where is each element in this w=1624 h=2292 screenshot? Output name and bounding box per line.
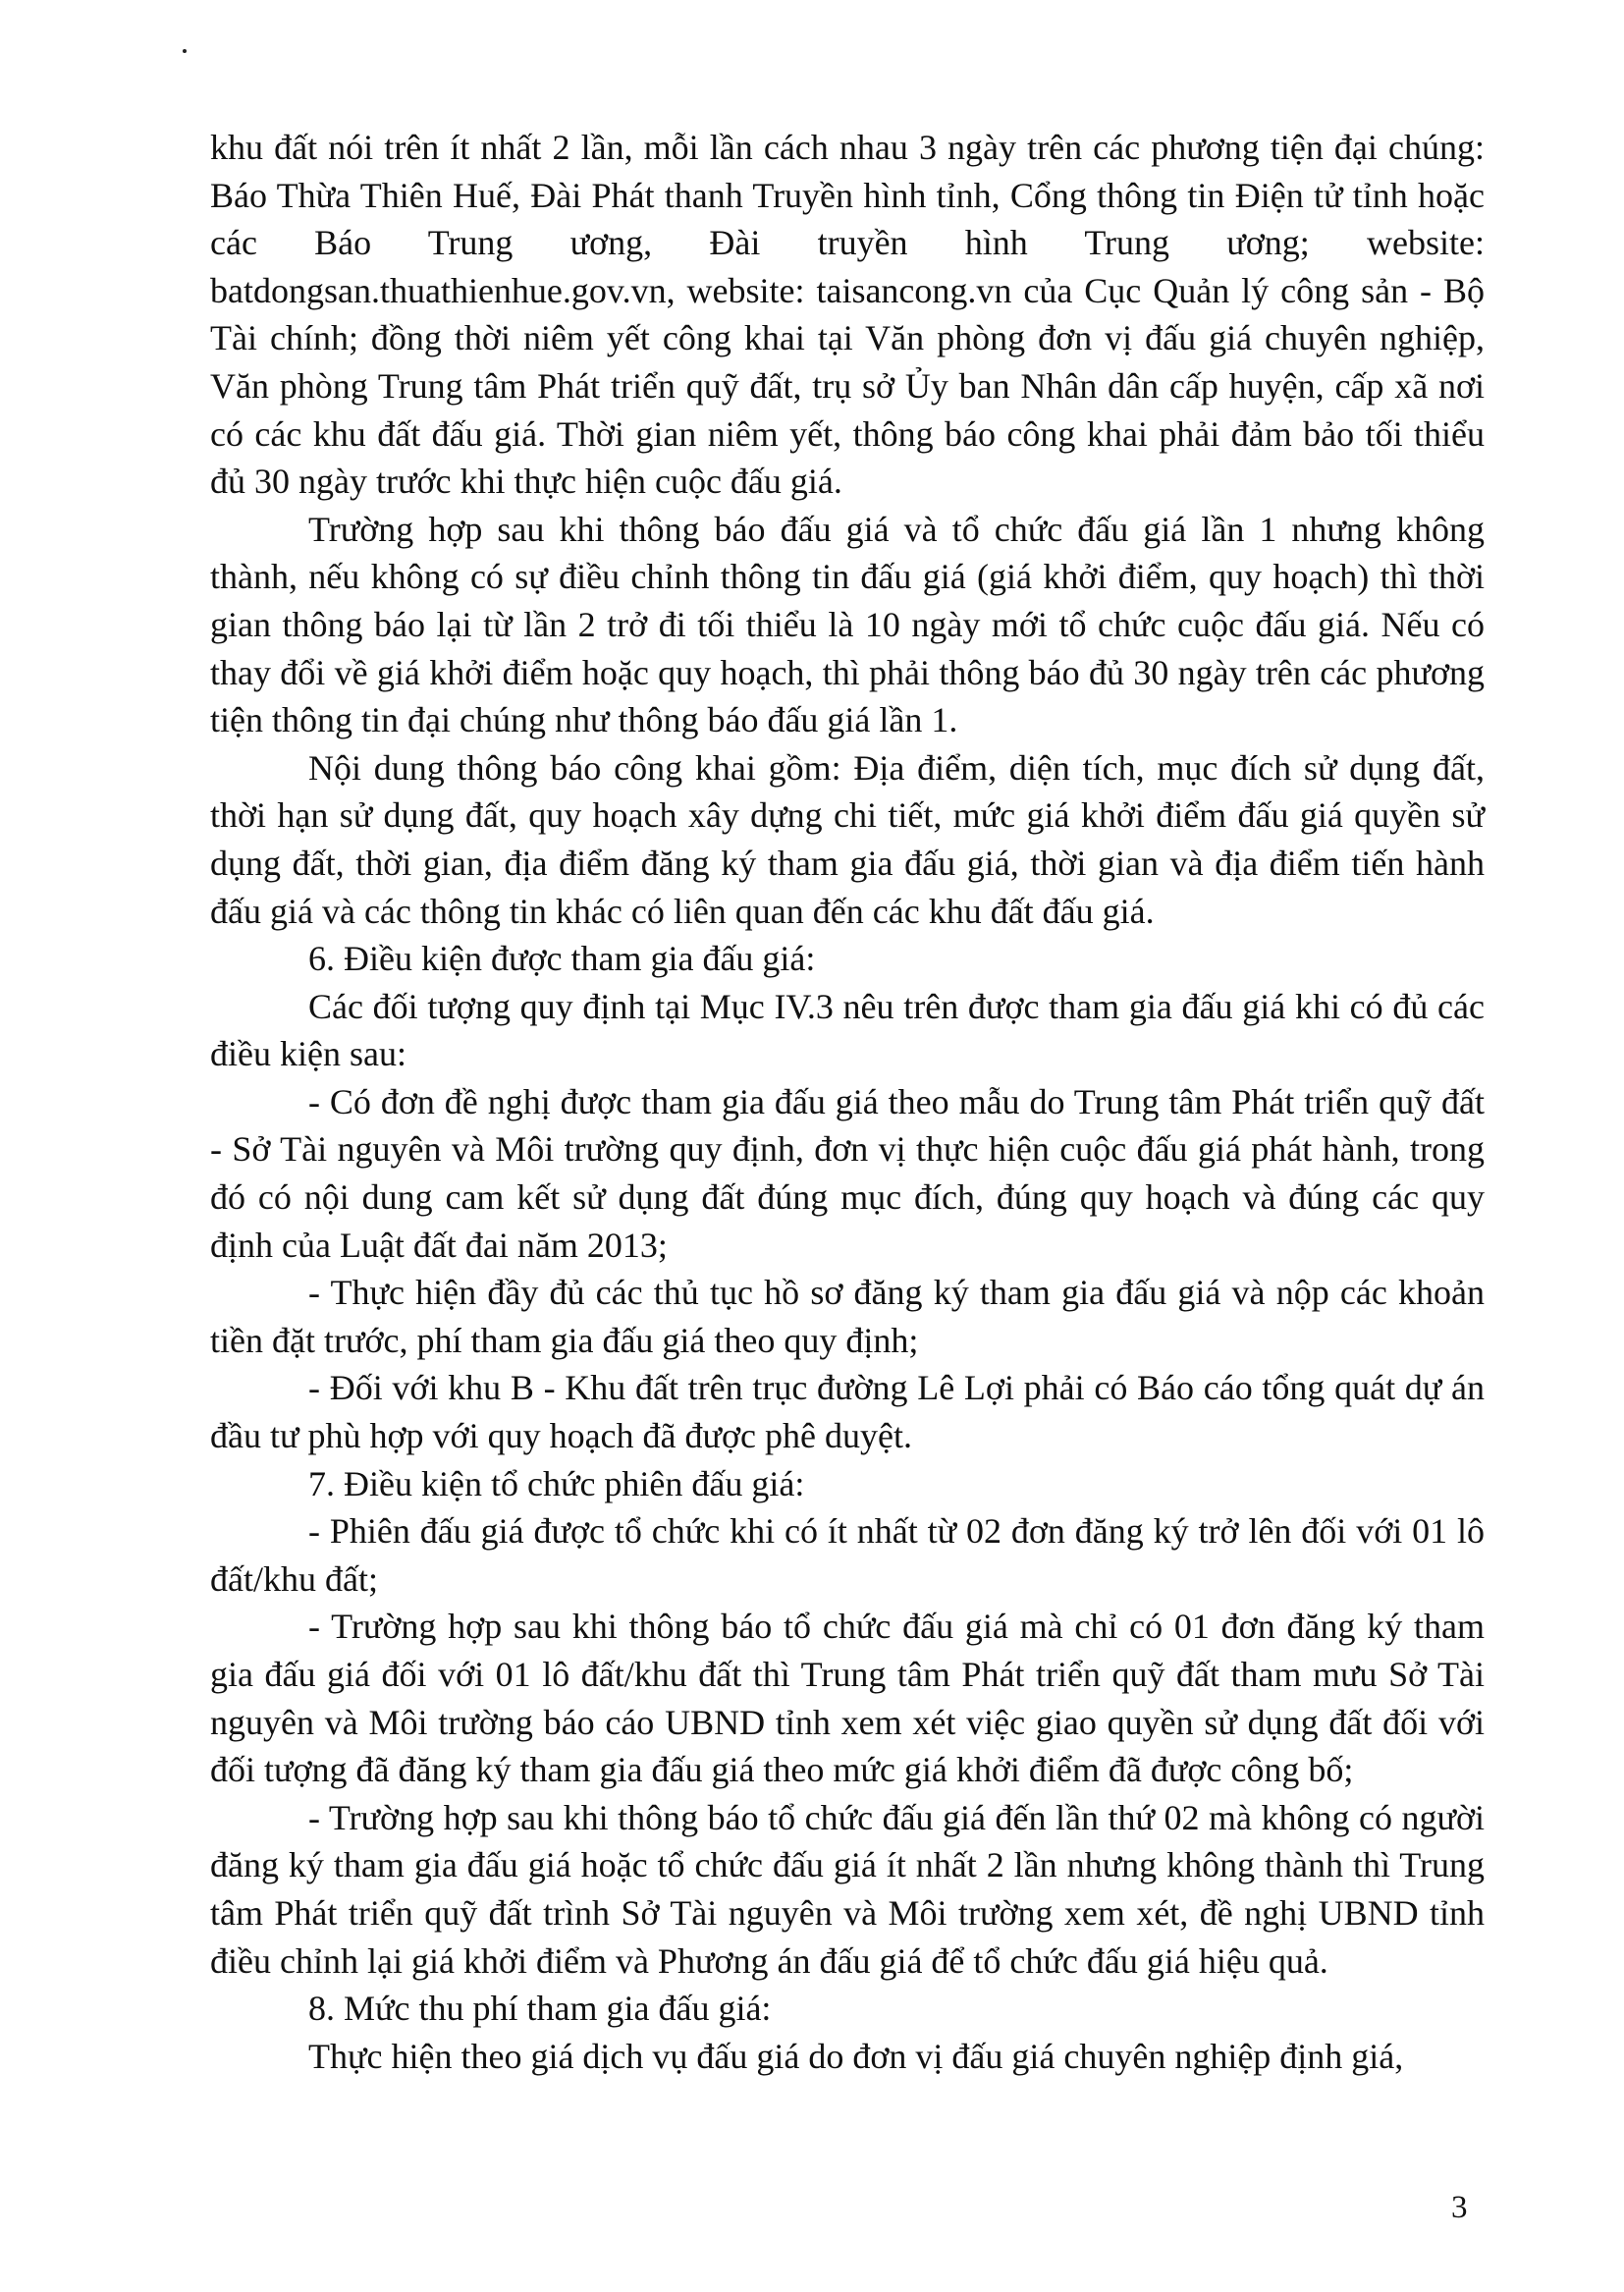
paragraph-fee: Thực hiện theo giá dịch vụ đấu giá do đơn vị đấu giá chuyên nghiệp định giá, [308,2036,1404,2076]
document-body [210,124,1485,2080]
scan-speck [183,49,187,53]
paragraph-announcement-content: Nội dung thông báo công khai gồm: Địa điểm, diện tích, mục đích sử dụng đất, thời hạn sử dụng đất, quy hoạch xây dựng chi tiết, mức giá khởi điểm đấu giá quyền sử dụng đất, thời gian, địa điểm đăng ký tham gia đấu giá, thời gian và địa điểm tiến hành đấu giá và các thông tin khác có liên quan đến các khu đất đấu giá. [210,747,1485,931]
list-item-failed-auction: - Trường hợp sau khi thông báo tổ chức đấu giá đến lần thứ 02 mà không có người đăng ký tham gia đấu giá hoặc tổ chức đấu giá ít nhất 2 lần nhưng không thành thì Trung tâm Phát triển quỹ đất trình Sở Tài nguyên và Môi trường xem xét, đề nghị UBND tỉnh điều chỉnh lại giá khởi điểm và Phương án đấu giá để tổ chức đấu giá hiệu quả. [210,1797,1485,1981]
list-item-application: - Có đơn đề nghị được tham gia đấu giá theo mẫu do Trung tâm Phát triển quỹ đất - Sở Tài nguyên và Môi trường quy định, đơn vị thực hiện cuộc đấu giá phát hành, trong đó có nội dung cam kết sử dụng đất đúng mục đích, đúng quy hoạch và đúng các quy định của Luật đất đai năm 2013; [210,1081,1485,1265]
list-item-area-b: - Đối với khu B - Khu đất trên trục đường Lê Lợi phải có Báo cáo tổng quát dự án đầu tư phù hợp với quy hoạch đã được phê duyệt. [210,1368,1485,1456]
paragraph-announcement-channels: khu đất nói trên ít nhất 2 lần, mỗi lần cách nhau 3 ngày trên các phương tiện đại chúng: Báo Thừa Thiên Huế, Đài Phát thanh Truyền hình tỉnh, Cổng thông tin Điện tử tỉnh hoặc các Báo Trung ương, Đài truyền hình Trung ương; website: batdongsan.thuathienhue.gov.vn, website: taisancong.vn của Cục Quản lý công sản - Bộ Tài chính; đồng thời niêm yết công khai tại Văn phòng đơn vị đấu giá chuyên nghiệp, Văn phòng Trung tâm Phát triển quỹ đất, trụ sở Ủy ban Nhân dân cấp huyện, cấp xã nơi có các khu đất đấu giá. Thời gian niêm yết, thông báo công khai phải đảm bảo tối thiểu đủ 30 ngày trước khi thực hiện cuộc đấu giá. [210,128,1485,502]
section-heading-7: 7. Điều kiện tổ chức phiên đấu giá: [308,1463,805,1503]
list-item-single-application: - Trường hợp sau khi thông báo tổ chức đấu giá mà chỉ có 01 đơn đăng ký tham gia đấu giá đối với 01 lô đất/khu đất thì Trung tâm Phát triển quỹ đất tham mưu Sở Tài nguyên và Môi trường báo cáo UBND tỉnh xem xét việc giao quyền sử dụng đất đối với đối tượng đã đăng ký tham gia đấu giá theo mức giá khởi điểm đã được công bố; [210,1607,1485,1790]
paragraph-reannouncement: Trường hợp sau khi thông báo đấu giá và tổ chức đấu giá lần 1 nhưng không thành, nếu không có sự điều chỉnh thông tin đấu giá (giá khởi điểm, quy hoạch) thì thời gian thông báo lại từ lần 2 trở đi tối thiểu là 10 ngày mới tổ chức cuộc đấu giá. Nếu có thay đổi về giá khởi điểm hoặc quy hoạch, thì phải thông báo đủ 30 ngày trên các phương tiện thông tin đại chúng như thông báo đấu giá lần 1. [210,509,1485,740]
page-number: 3 [1451,2190,1468,2225]
paragraph-eligibility-intro: Các đối tượng quy định tại Mục IV.3 nêu trên được tham gia đấu giá khi có đủ các điều kiện sau: [210,986,1485,1074]
list-item-procedures: - Thực hiện đầy đủ các thủ tục hồ sơ đăng ký tham gia đấu giá và nộp các khoản tiền đặt trước, phí tham gia đấu giá theo quy định; [210,1273,1485,1360]
section-heading-8: 8. Mức thu phí tham gia đấu giá: [308,1989,772,2029]
section-heading-6: 6. Điều kiện được tham gia đấu giá: [308,939,816,979]
list-item-min-applications: - Phiên đấu giá được tổ chức khi có ít nhất từ 02 đơn đăng ký trở lên đối với 01 lô đất/khu đất; [210,1511,1485,1599]
